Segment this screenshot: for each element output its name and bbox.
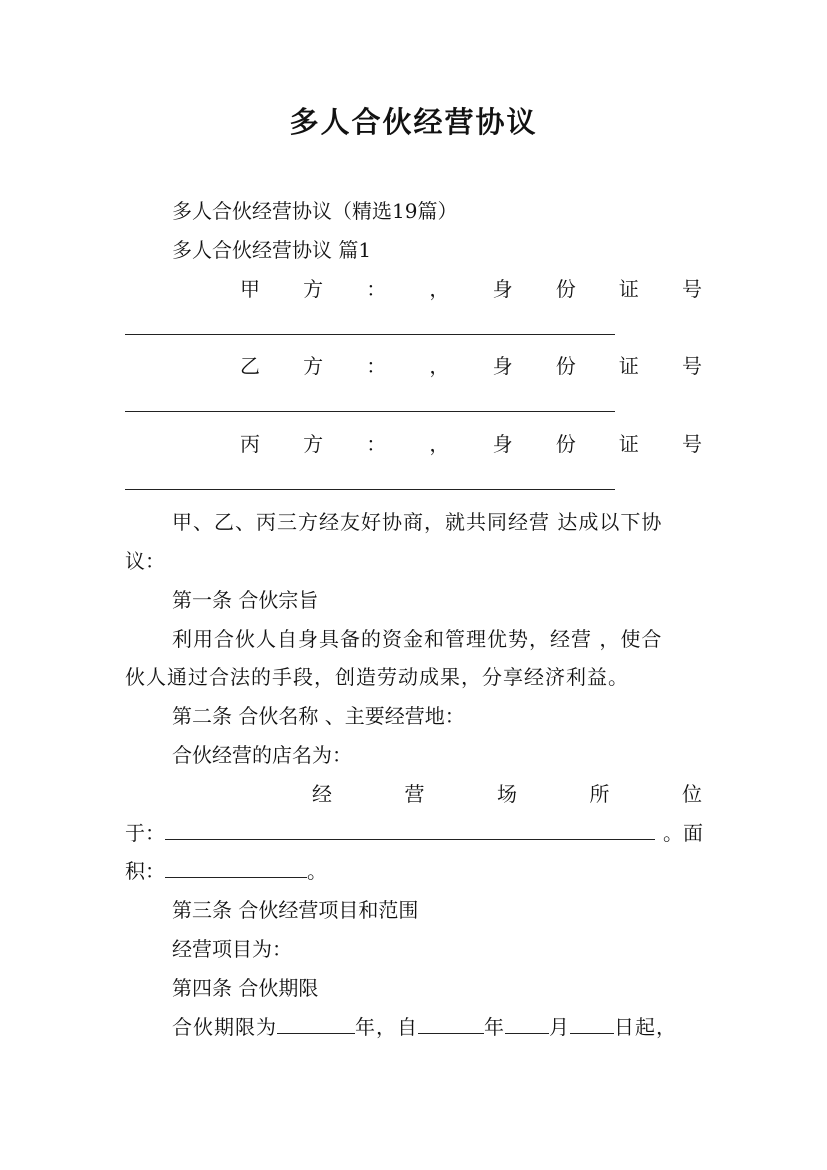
party-a-char: 方 [303,277,324,301]
party-a-char: 身 [492,277,513,301]
location-char: 场 [497,782,517,806]
article-3-body: 经营项目为： [172,937,292,961]
party-c-char: 证 [618,432,639,456]
party-c-char: 方 [303,432,324,456]
article-2-location-fill [125,821,703,845]
location-char: 位 [682,782,702,806]
location-prefix: 于： [125,821,165,845]
location-char: 营 [404,782,425,806]
party-a-char: ： [366,277,387,301]
year-label: 年 [484,1015,505,1039]
area-blank[interactable] [165,859,307,878]
party-a-char: ， [429,277,450,301]
party-a-id-blank[interactable] [125,334,615,335]
location-char: 经 [312,782,332,806]
article-4-term [172,1015,677,1039]
party-b-char: 号 [681,354,702,378]
party-b-char: ， [429,354,450,378]
article-2-location-line [312,782,702,806]
party-b-char: 乙 [240,354,260,378]
party-b-line [240,354,702,378]
subtitle: 多人合伙经营协议（精选19篇） [172,199,458,223]
article-1-body-cont: 伙人通过合法的手段，创造劳动成果，分享经济利益。 [125,665,629,689]
party-c-char: 身 [492,432,513,456]
article-4-title: 第四条 合伙期限 [172,976,319,1000]
article-1-title: 第一条 合伙宗旨 [172,588,319,612]
area-suffix: 。 [307,859,327,883]
location-suffix: 。面 [663,821,703,845]
location-blank[interactable] [165,821,655,840]
party-c-char: 号 [681,432,702,456]
day-label: 日起， [614,1015,677,1039]
start-month-blank[interactable] [505,1015,549,1034]
term-label: 合伙期限为 [172,1015,277,1039]
party-c-char: ， [429,432,450,456]
article-2-area-fill [125,859,327,883]
party-b-char: 证 [618,354,639,378]
party-c-char: 份 [555,432,576,456]
article-1-body: 利用合伙人自身具备的资金和管理优势，经营 ，使合 [172,627,663,651]
article-2-name: 合伙经营的店名为： [172,743,352,767]
agreement-intro: 甲、乙、丙三方经友好协商，就共同经营 达成以下协 [172,510,663,534]
month-label: 月 [549,1015,570,1039]
party-c-char: ： [366,432,387,456]
part-heading: 多人合伙经营协议 篇1 [172,238,372,262]
page-title: 多人合伙经营协议 [289,105,538,139]
party-a-char: 甲 [240,277,260,301]
party-b-char: ： [366,354,387,378]
party-c-line [240,432,702,456]
party-c-char: 丙 [240,432,260,456]
start-year-blank[interactable] [418,1015,484,1034]
start-day-blank[interactable] [570,1015,614,1034]
term-from-label: 年，自 [355,1015,418,1039]
location-char: 所 [589,782,610,806]
agreement-intro-cont: 议： [125,549,165,573]
article-3-title: 第三条 合伙经营项目和范围 [172,898,419,922]
party-a-line [240,277,702,301]
party-b-char: 方 [303,354,324,378]
party-a-char: 号 [681,277,702,301]
area-prefix: 积： [125,859,165,883]
party-a-char: 份 [555,277,576,301]
party-b-id-blank[interactable] [125,411,615,412]
party-b-char: 身 [492,354,513,378]
party-a-char: 证 [618,277,639,301]
party-c-id-blank[interactable] [125,489,615,490]
term-years-blank[interactable] [277,1015,355,1034]
party-b-char: 份 [555,354,576,378]
article-2-title: 第二条 合伙名称 、主要经营地： [172,704,465,728]
